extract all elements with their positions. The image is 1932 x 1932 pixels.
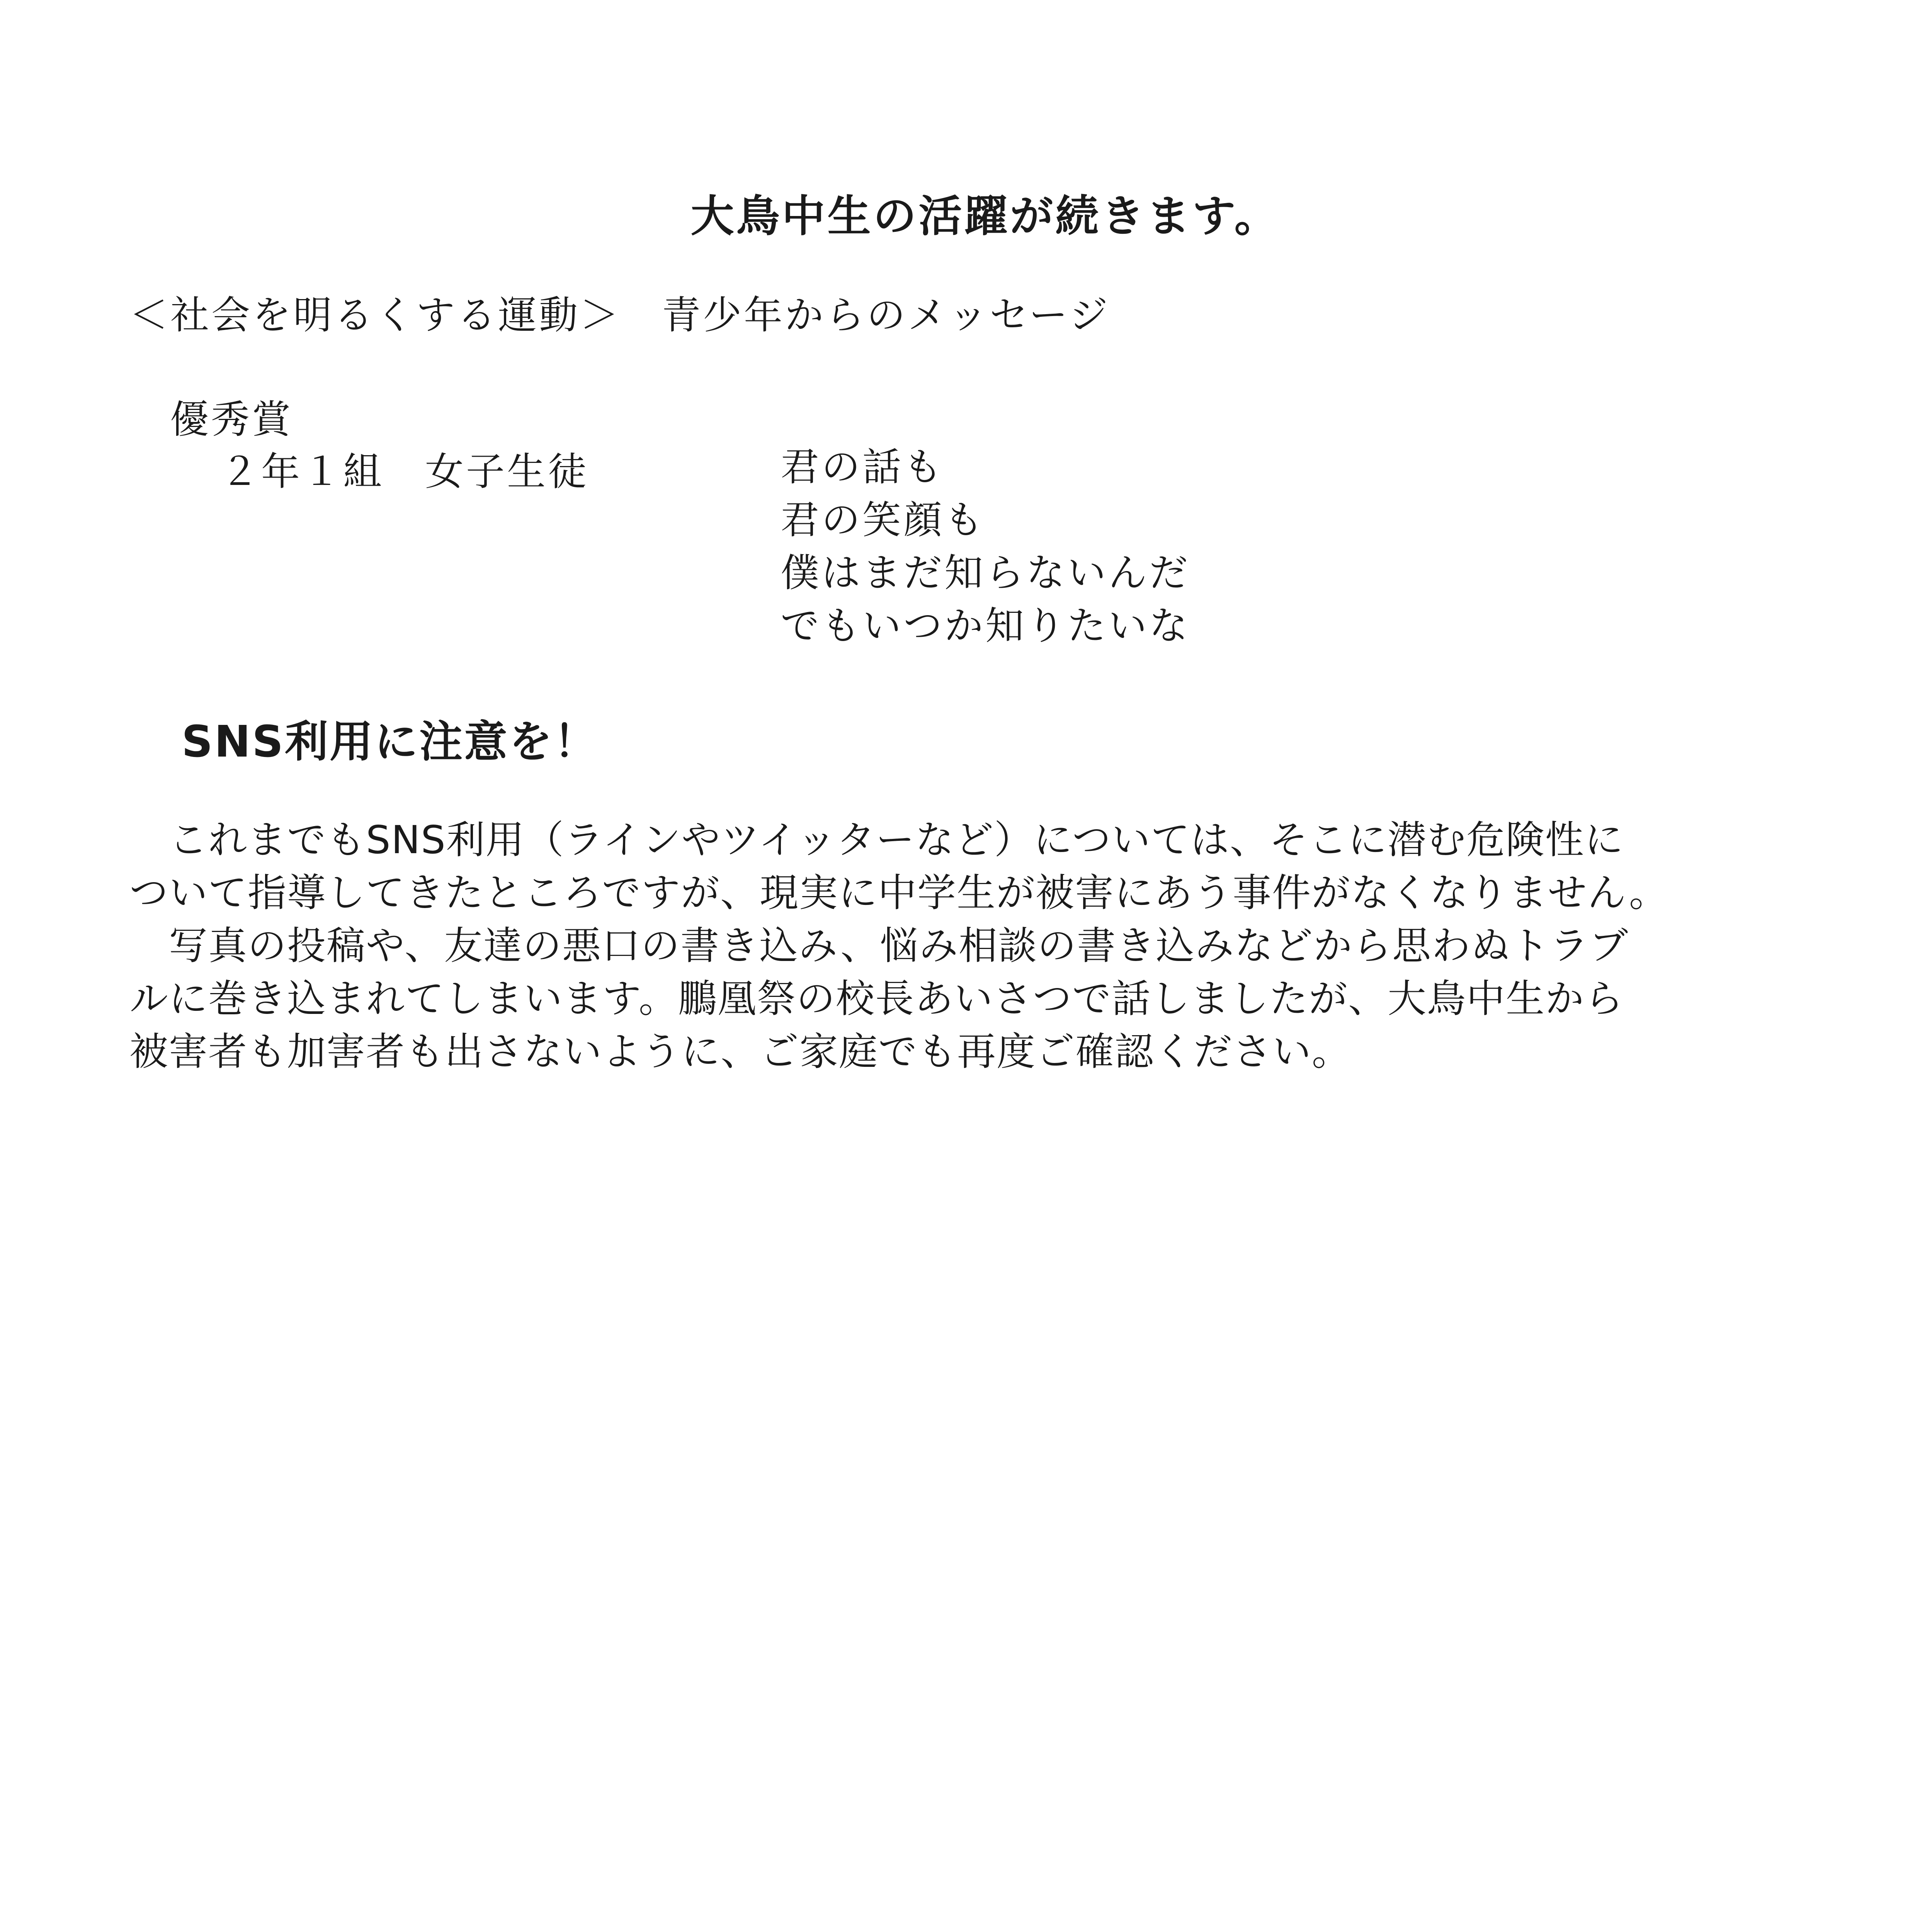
body-line: 写真の投稿や、友達の悪口の書き込み、悩み相談の書き込みなどから思わぬトラブ — [129, 923, 1629, 968]
sns-section-body — [129, 813, 1791, 1078]
body-line: ついて指導してきたところですが、現実に中学生が被害にあう事件がなくなりません。 — [129, 870, 1668, 915]
poem-line: 君の笑顔も — [781, 497, 985, 543]
poem-line: 僕はまだ知らないんだ — [781, 550, 1190, 595]
campaign-subtitle: ＜社会を明るくする運動＞ 青少年からのメッセージ — [129, 293, 1110, 338]
body-line: これまでもSNS利用（ラインやツイッターなど）については、そこに潜む危険性に — [129, 817, 1624, 862]
award-author: ２年１組 女子生徒 — [220, 449, 589, 494]
body-line: ルに巻き込まれてしまいます。鵬凰祭の校長あいさつで話しましたが、大鳥中生から — [129, 976, 1624, 1021]
poem-line: 君の話も — [781, 444, 944, 490]
page-title: 大鳥中生の活躍が続きます。 — [690, 191, 1280, 242]
body-line: 被害者も加害者も出さないように、ご家庭でも再度ご確認ください。 — [129, 1029, 1351, 1074]
award-label: 優秀賞 — [170, 397, 293, 442]
poem-line: でもいつか知りたいな — [781, 603, 1190, 648]
sns-section-heading: SNS利用に注意を！ — [182, 717, 599, 767]
award-poem — [781, 440, 1190, 652]
